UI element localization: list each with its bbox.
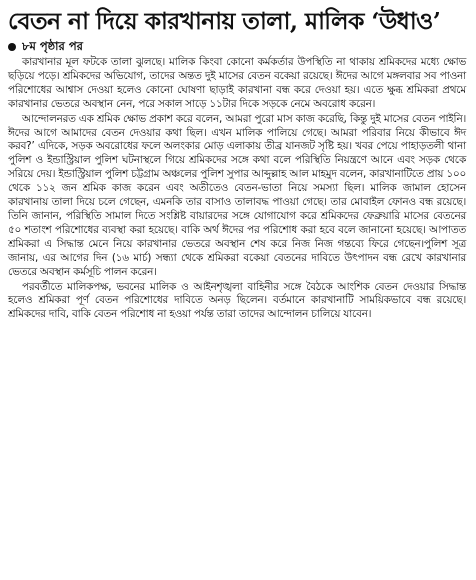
bullet-icon bbox=[8, 43, 16, 51]
continued-label: ৮ম পৃষ্ঠার পর bbox=[22, 38, 83, 53]
continued-from bbox=[8, 38, 466, 56]
article-paragraph: কারখানার মূল ফটকে তালা ঝুলছে। মালিক কিংবা কোনো কর্মকর্তার উপস্থিতি না থাকায় শ্রমিকদের মধ্যে ক্ষোভ ছড়িয়ে পড়ে। শ্রমিকদের অভিযোগ, তাদের অন্তত দুই মাসের বেতন বকেয়া রয়েছে। ঈদের আগে মঙ্গলবার সব পাওনা পরিশোধের আশ্বাস দেওয়া হলেও কোনো ঘোষণা ছাড়াই কারখানা বন্ধ করে দেওয়া হয়। এতে ক্ষুব্ধ শ্রমিকরা প্রথমে কারখানার ভেতরে অবস্থান নেন, পরে সকাল সাড়ে ১১টার দিকে সড়কে নেমে অবরোধ করেন। bbox=[8, 56, 466, 110]
article-paragraph: পরবর্তীতে মালিকপক্ষ, ভবনের মালিক ও আইনশৃঙ্খলা বাহিনীর সঙ্গে বৈঠকে আংশিক বেতন দেওয়ার সিদ্ধান্ত হলেও শ্রমিকরা পূর্ণ বেতন পরিশোধের দাবিতে অনড় ছিলেন। বর্তমানে কারখানাটি সাময়িকভাবে বন্ধ রয়েছে। শ্রমিকদের দাবি, বাকি বেতন পরিশোধ না হওয়া পর্যন্ত তারা তাদের আন্দোলন চালিয়ে যাবেন। bbox=[8, 280, 466, 321]
article-body bbox=[8, 56, 466, 322]
article-paragraph: আন্দোলনরত এক শ্রমিক ক্ষোভ প্রকাশ করে বলেন, আমরা পুরো মাস কাজ করেছি, কিন্তু দুই মাসের বেতন পাইনি। ঈদের আগে আমাদের বেতন দেওয়ার কথা ছিল। এখন মালিক পালিয়ে গেছে। আমরা পরিবার নিয়ে কীভাবে ঈদ করব?’ এদিকে, সড়ক অবরোধের ফলে অলংকার মোড় এলাকায় তীব্র যানজট সৃষ্টি হয়। খবর পেয়ে পাহাড়তলী থানা পুলিশ ও ইন্ডাস্ট্রিয়াল পুলিশ ঘটনাস্থলে গিয়ে শ্রমিকদের সঙ্গে কথা বলে পরিস্থিতি নিয়ন্ত্রণে আনে এবং সড়ক থেকে সরিয়ে দেয়। ইন্ডাস্ট্রিয়াল পুলিশ চট্টগ্রাম অঞ্চলের পুলিশ সুপার আব্দুল্লাহ আল মাহমুদ বলেন, কারখানাটিতে প্রায় ১০০ থেকে ১১২ জন শ্রমিক কাজ করেন এবং অতীতেও বেতন-ভাতা নিয়ে সমস্যা ছিল। মালিক জামাল হোসেন কারখানায় তালা দিয়ে চলে গেছেন, এমনকি তার বাসাও তালাবদ্ধ পাওয়া গেছে। তার মোবাইল ফোনও বন্ধ রয়েছে। তিনি জানান, পরিস্থিতি সামাল দিতে সংশ্লিষ্ট বায়ারদের সঙ্গে যোগাযোগ করে শ্রমিকদের ফেব্রুয়ারি মাসের বেতনের ৫০ শতাংশ পরিশোধের ব্যবস্থা করা হয়েছে। বাকি অর্থ ঈদের পর পরিশোধ করা হবে বলে জানানো হয়েছে। আপাতত শ্রমিকরা এ সিদ্ধান্ত মেনে নিয়ে কারখানার ভেতরে অবস্থান শেষ করে নিজ নিজ গন্তব্যে ফিরে গেছেন।পুলিশ সূত্র জানায়, এর আগের দিন (১৬ মার্চ) সন্ধ্যা থেকে শ্রমিকরা বকেয়া বেতনের দাবিতে উৎপাদন বন্ধ রেখে কারখানার ভেতরে অবস্থান কর্মসূচি পালন করেন। bbox=[8, 112, 466, 278]
headline: বেতন না দিয়ে কারখানায় তালা, মালিক ‘উধাও’ bbox=[8, 7, 441, 35]
